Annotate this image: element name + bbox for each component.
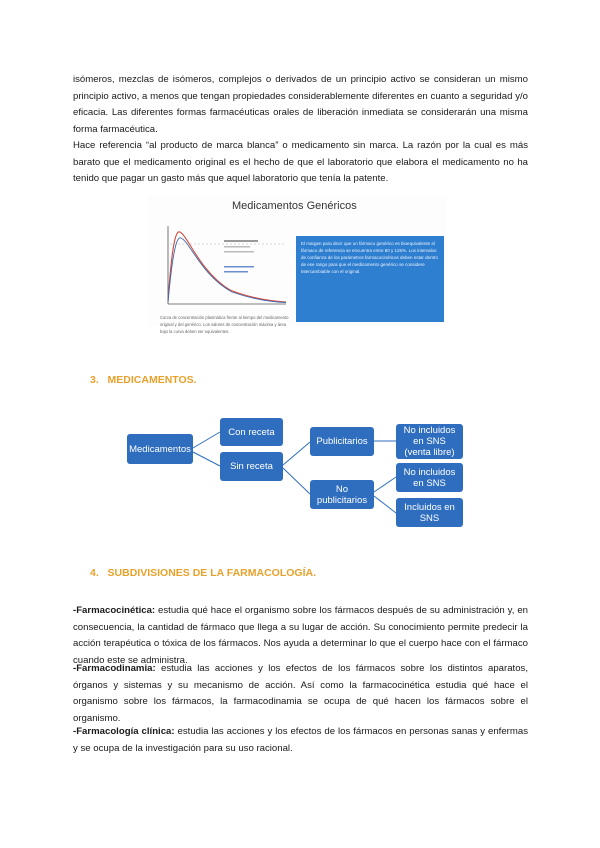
connector-nopub-incluidos [374,496,396,513]
node-medicamentos: Medicamentos [127,434,193,464]
connector-root-sin-receta [193,452,220,466]
section-3-number: 3. [90,374,99,386]
connector-root-con-receta [193,432,220,448]
term-farmacodinamia: -Farmacodinamia: [73,663,156,674]
connector-nopub-no-incluidos [374,477,396,492]
figure-caption: Curva de concentración plasmática frente al tiempo del medicamento original y del genérico. Los valores de concentración máxima y área bajo la curva deben ser equivalentes. [160,315,289,334]
section-4-title: SUBDIVISIONES DE LA FARMACOLOGÍA. [107,567,316,579]
node-incluidos-sns: Incluidos en SNS [396,498,463,527]
intro-paragraph-1: isómeros, mezclas de isómeros, complejos o derivados de un principio activo se consideran un mismo principio activo, a menos que tengan propiedades considerablemente diferentes en cuanto a seguridad y/o eficacia. Las diferentes formas farmacéuticas orales de liberación inmediata se considerarán una misma forma farmacéutica. [73,74,528,135]
term-farmacocinetica: -Farmacocinética: [73,605,156,616]
node-publicitarios: Publicitarios [310,427,374,456]
section-3-title: MEDICAMENTOS. [107,374,197,386]
bioequivalence-info-box: El margen para decir que un fármaco genérico es bioequivalente al fármaco de referencia se encuentra entre 80 y 125%. Los intervalos de confianza de los parámetros farmacocinéticos deben estar dentro de ese rango para que el medicamento genérico se considere intercambiable con el original. [296,236,444,322]
text-farmacocinetica: estudia qué hace el organismo sobre los fármacos después de su administración y, en consecuencia, la cantidad de fármaco que llega a su lugar de acción. Su conocimiento permite predecir la acción terapéutica o tóxica de los fármacos. Nos ayuda a determinar lo que el cuerpo hace con el fármaco cuando este se administra. [73,605,528,666]
section-4-number: 4. [90,567,99,579]
subdivision-farmacologia-clinica [73,724,528,757]
text-farmacologia-clinica: estudia las acciones y los efectos de los fármacos en personas sanas y enfermas y se ocupa de la investigación para su uso racional. [73,726,528,754]
intro-paragraph-2: Hace referencia “al producto de marca blanca” o medicamento sin marca. La razón por la cual es más barato que el medicamento original es el hecho de que el laboratorio que elabora el medicamento no ha tenido que pagar un gasto más que aquel laboratorio que tenía la patente. [73,140,528,184]
text-farmacodinamia: estudia las acciones y los efectos de los fármacos sobre los distintos aparatos, órganos y sistemas y su mecanismo de acción. Así como la farmacocinética estudia qué hace el organismo sobre los fármacos, la farmacodinamia se ocupa de qué hacen los fármacos sobre el organismo. [73,663,528,724]
term-farmacologia-clinica: -Farmacología clínica: [73,726,175,737]
section-4-heading [90,567,316,579]
node-no-publicitarios: No publicitarios [310,480,374,509]
node-sin-receta: Sin receta [220,452,283,481]
figure-title: Medicamentos Genéricos [232,200,357,212]
subdivision-farmacocinetica [73,603,528,669]
node-no-incluidos-venta-libre: No incluidos en SNS (venta libre) [396,424,463,459]
node-con-receta: Con receta [220,418,283,446]
node-no-incluidos-sns: No incluidos en SNS [396,463,463,492]
connector-sin-publicitarios [283,442,310,465]
subdivision-farmacodinamia [73,661,528,727]
connector-sin-nopublicitarios [283,468,310,494]
